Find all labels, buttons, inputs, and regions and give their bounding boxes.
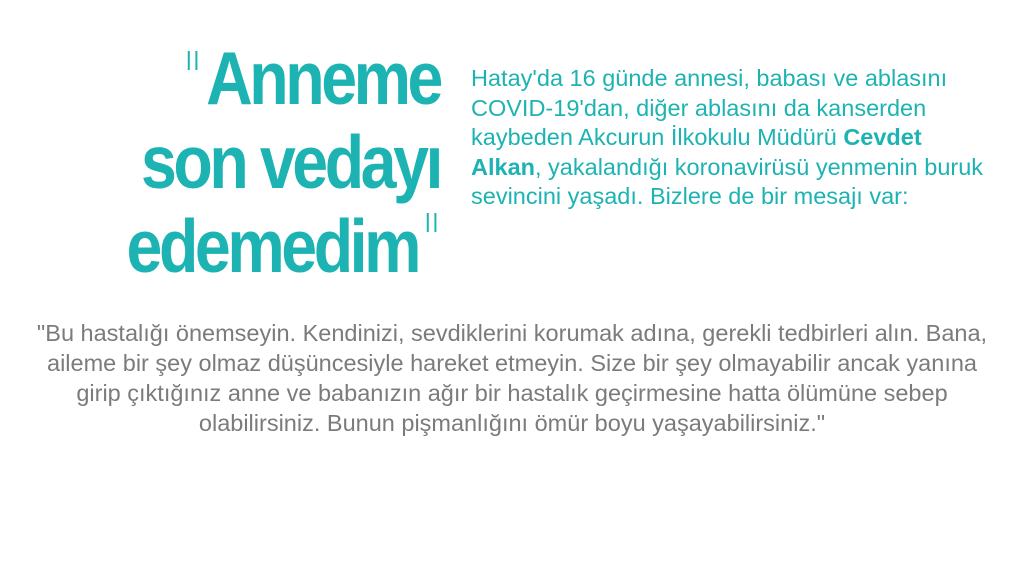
open-quote-mark: ǀǀ [185,46,202,76]
headline-line-3 [113,204,440,288]
intro-text-before: Hatay'da 16 günde annesi, babası ve ablasını COVID-19'dan, diğer ablasını da kanserden kaybeden Akcurun İlkokulu Müdürü [471,65,948,150]
intro-person-name: Cevdet Alkan [471,124,922,180]
headline-line-1-text: Anneme [206,36,440,120]
quote-message: "Bu hastalığı önemseyin. Kendinizi, sevdiklerini korumak adına, gerekli tedbirleri alın. Bana, aileme bir şey olmaz düşüncesiyle hareket etmeyin. Size bir şey olmayabilir ancak yanına girip çıktığınız anne ve babanızın ağır bir hastalık geçirmesine hatta ölümüne sebep olabilirsiniz. Bunun pişmanlığını ömür boyu yaşayabilirsiniz." [36,320,988,436]
intro-text-after: , yakalandığı koronavirüsü yenmenin buruk sevincini yaşadı. Bizlere de bir mesajı var: [471,153,984,209]
intro-paragraph [471,64,991,212]
headline-line-2: son vedayı [141,120,440,204]
headline-line-3-text: edemedim [126,204,419,288]
close-quote-mark: ǀǀ [424,208,440,238]
headline [113,36,440,288]
headline-line-1 [113,36,440,120]
